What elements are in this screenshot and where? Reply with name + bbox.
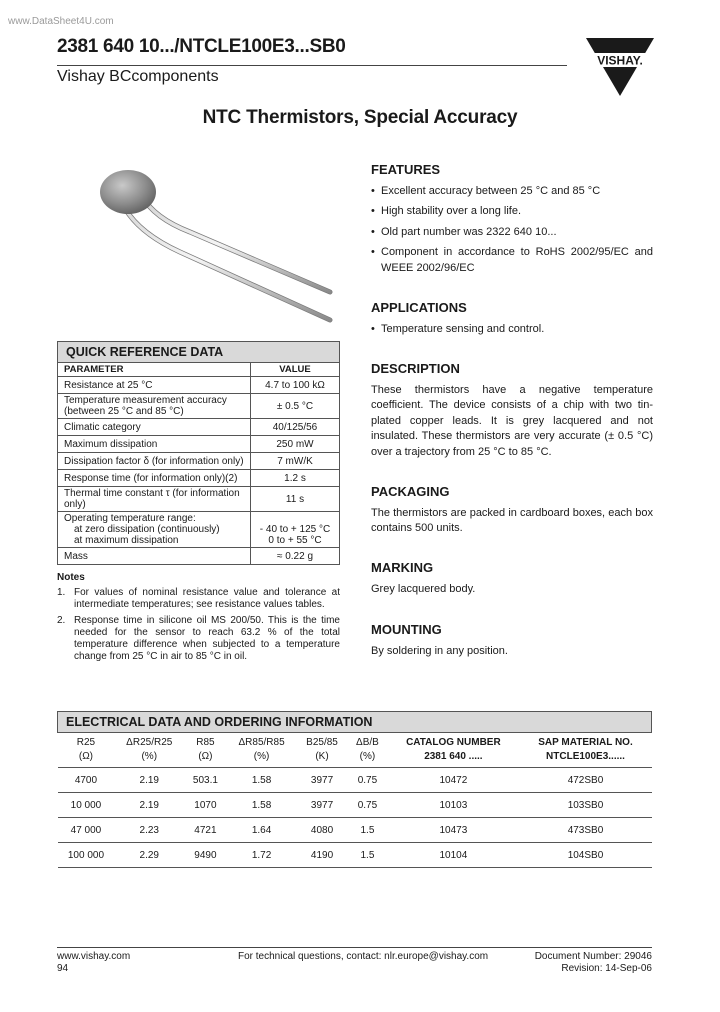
max-dissipation-label: at maximum dissipation (74, 535, 179, 546)
marking-section (371, 560, 653, 597)
table-cell: 10103 (387, 793, 519, 818)
packaging-heading: PACKAGING (371, 484, 450, 499)
parameter-cell (58, 512, 251, 548)
table-row (58, 843, 652, 868)
column-header-dr25: ΔR25/R25 (%) (114, 733, 184, 768)
description-text: These thermistors have a negative temperature coefficient. The device consists of a chip with two tin-plated copper leads. It is grey lacquered and not insulated. These thermistors are very accurate (± 0.5 °C) over a trajectory from 25 °C to 85 °C. (371, 383, 653, 458)
value-cell: 40/125/56 (251, 419, 340, 436)
table-cell: 10472 (387, 768, 519, 793)
application-item: • Temperature sensing and control. (371, 322, 653, 338)
part-number-title: 2381 640 10.../NTCLE100E3...SB0 (57, 36, 346, 57)
value-cell: ≈ 0.22 g (251, 548, 340, 565)
marking-heading: MARKING (371, 560, 434, 575)
features-section (371, 162, 653, 281)
table-cell: 1.64 (227, 818, 297, 843)
notes-heading: Notes (57, 572, 85, 583)
value-cell: 1.2 s (251, 470, 340, 487)
value-cell: 7 mW/K (251, 453, 340, 470)
table-cell: 10 000 (58, 793, 115, 818)
quick-reference-title: QUICK REFERENCE DATA (58, 342, 340, 363)
table-cell: 4190 (296, 843, 347, 868)
parameter-cell: Thermal time constant τ (for information only) (58, 487, 251, 512)
operating-range-label: Operating temperature range: (64, 513, 196, 524)
watermark: www.DataSheet4U.com (8, 16, 114, 27)
table-cell: 1.5 (348, 818, 388, 843)
mounting-text: By soldering in any position. (371, 644, 508, 657)
footer-rule (57, 947, 652, 948)
table-row (58, 377, 340, 394)
table-cell: 100 000 (58, 843, 115, 868)
parameter-cell: Temperature measurement accuracy (between 25 °C and 85 °C) (58, 394, 251, 419)
parameter-cell: Resistance at 25 °C (58, 377, 251, 394)
parameter-cell: Response time (for information only)(2) (58, 470, 251, 487)
table-cell: 104SB0 (519, 843, 651, 868)
note-item (57, 615, 340, 663)
quick-reference-table (57, 341, 340, 565)
note-text: For values of nominal resistance value and tolerance at intermediate temperatures; see resistance values tables. (74, 587, 340, 610)
table-cell: 103SB0 (519, 793, 651, 818)
logo-wordmark: VISHAY. (597, 53, 643, 68)
table-cell: 47 000 (58, 818, 115, 843)
note-number: 2. (57, 615, 66, 626)
mounting-section (371, 622, 653, 659)
note-text: Response time in silicone oil MS 200/50. This is the time needed for the sensor to reach 63.2 % of the total temperature difference when subjected to a temperature change from 25 °C in air to 85 °C in oil. (74, 615, 340, 662)
table-row (58, 768, 652, 793)
value-cell (251, 512, 340, 548)
column-header-parameter: PARAMETER (58, 363, 251, 377)
footer-document-number: Document Number: 29046 (534, 951, 652, 962)
table-cell: 472SB0 (519, 768, 651, 793)
table-cell: 473SB0 (519, 818, 651, 843)
footer-revision: Revision: 14-Sep-06 (561, 963, 652, 974)
notes-section (57, 572, 340, 667)
column-header-r85: R85 (Ω) (184, 733, 227, 768)
table-row (58, 419, 340, 436)
applications-section (371, 300, 653, 342)
table-cell: 2.29 (114, 843, 184, 868)
column-header-sap: SAP MATERIAL NO. NTCLE100E3...... (519, 733, 651, 768)
feature-item: • Old part number was 2322 640 10... (371, 225, 653, 241)
description-section (371, 361, 653, 460)
table-row (58, 470, 340, 487)
table-cell: 1.58 (227, 768, 297, 793)
applications-heading: APPLICATIONS (371, 300, 467, 315)
parameter-cell: Climatic category (58, 419, 251, 436)
packaging-text: The thermistors are packed in cardboard boxes, each box contains 500 units. (371, 506, 653, 534)
table-cell: 1.72 (227, 843, 297, 868)
electrical-data-table (57, 711, 652, 868)
table-cell: 2.23 (114, 818, 184, 843)
table-cell: 1070 (184, 793, 227, 818)
column-header-r25: R25 (Ω) (58, 733, 115, 768)
description-heading: DESCRIPTION (371, 361, 460, 376)
table-cell: 0.75 (348, 768, 388, 793)
value-cell: 11 s (251, 487, 340, 512)
zero-dissipation-value: - 40 to + 125 °C (259, 524, 331, 535)
marking-text: Grey lacquered body. (371, 582, 476, 595)
table-row (58, 548, 340, 565)
feature-item: • High stability over a long life. (371, 204, 653, 220)
parameter-cell: Dissipation factor δ (for information only) (58, 453, 251, 470)
footer-website[interactable]: www.vishay.com (57, 951, 131, 962)
footer-left (57, 951, 130, 975)
value-cell: ± 0.5 °C (251, 394, 340, 419)
note-item (57, 587, 340, 611)
feature-item: • Excellent accuracy between 25 °C and 85 °C (371, 184, 653, 200)
table-row (58, 453, 340, 470)
column-header-db: ΔB/B (%) (348, 733, 388, 768)
table-cell: 2.19 (114, 768, 184, 793)
column-header-catalog: CATALOG NUMBER 2381 640 ..... (387, 733, 519, 768)
table-cell: 4080 (296, 818, 347, 843)
parameter-cell: Mass (58, 548, 251, 565)
footer-contact[interactable]: For technical questions, contact: nlr.europe@vishay.com (238, 951, 489, 962)
table-cell: 0.75 (348, 793, 388, 818)
table-cell: 3977 (296, 793, 347, 818)
footer-right (535, 951, 652, 975)
table-cell: 1.5 (348, 843, 388, 868)
feature-item: • Component in accordance to RoHS 2002/95/EC and WEEE 2002/96/EC (371, 245, 653, 276)
document-title: NTC Thermistors, Special Accuracy (202, 107, 518, 128)
table-cell: 9490 (184, 843, 227, 868)
value-cell: 4.7 to 100 kΩ (251, 377, 340, 394)
mounting-heading: MOUNTING (371, 622, 442, 637)
table-row (58, 793, 652, 818)
column-header-b2585: B25/85 (K) (296, 733, 347, 768)
table-cell: 10473 (387, 818, 519, 843)
company-name: Vishay BCcomponents (57, 68, 219, 85)
table-cell: 1.58 (227, 793, 297, 818)
column-header-dr85: ΔR85/R85 (%) (227, 733, 297, 768)
column-header-value: VALUE (251, 363, 340, 377)
vishay-logo (584, 36, 656, 98)
table-cell: 10104 (387, 843, 519, 868)
table-row (58, 436, 340, 453)
packaging-section (371, 484, 653, 537)
note-number: 1. (57, 587, 66, 598)
header-rule (57, 65, 567, 66)
max-dissipation-value: 0 to + 55 °C (268, 535, 322, 546)
table-cell: 503.1 (184, 768, 227, 793)
table-row (58, 487, 340, 512)
table-row (58, 818, 652, 843)
parameter-cell: Maximum dissipation (58, 436, 251, 453)
footer-page-number: 94 (57, 963, 69, 974)
table-row (58, 394, 340, 419)
table-cell: 2.19 (114, 793, 184, 818)
electrical-table-title: ELECTRICAL DATA AND ORDERING INFORMATION (58, 712, 652, 733)
features-heading: FEATURES (371, 162, 441, 177)
value-cell: 250 mW (251, 436, 340, 453)
table-cell: 4700 (58, 768, 115, 793)
thermistor-photo (80, 160, 350, 330)
table-row (58, 512, 340, 548)
zero-dissipation-label: at zero dissipation (continuously) (74, 524, 220, 535)
table-cell: 3977 (296, 768, 347, 793)
table-cell: 4721 (184, 818, 227, 843)
